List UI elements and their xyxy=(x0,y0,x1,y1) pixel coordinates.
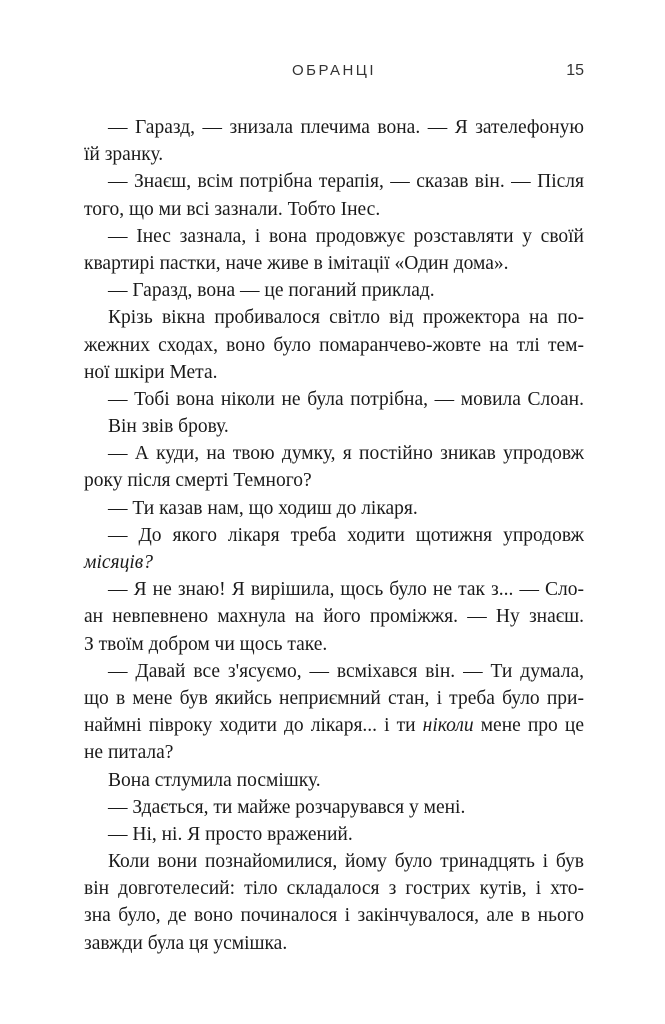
text-line: — Я не знаю! Я вирішила, щось було не так з... — Сло- xyxy=(108,579,584,601)
text-line xyxy=(84,549,584,576)
body-text xyxy=(84,114,584,957)
text-line: року після смерті Темного? xyxy=(84,470,312,492)
text-line: — Ти казав нам, що ходиш до лікаря. xyxy=(108,497,418,519)
text-line: ної шкіри Мета. xyxy=(84,361,218,383)
text-line: зна було, де воно починалося і закінчувалося, але в нього xyxy=(84,905,584,927)
text-line xyxy=(84,712,584,739)
text-line: їй зранку. xyxy=(84,144,164,166)
text-line: він довготелесий: тіло складалося з гострих кутів, і хто- xyxy=(84,878,584,900)
book-title: ОБРАНЦІ xyxy=(291,62,377,79)
text-line: — До якого лікаря треба ходити щотижня упродовж xyxy=(108,524,584,546)
text-line: що в мене був якийсь неприємний стан, і треба було при- xyxy=(84,687,584,709)
text-segment: наймні півроку ходити до лікаря... і ти xyxy=(84,715,423,737)
italic-text: ніколи xyxy=(422,715,474,737)
italic-text: місяців? xyxy=(84,552,153,573)
text-line: — Знаєш, всім потрібна терапія, — сказав він. — Після xyxy=(108,171,584,193)
text-line: — Тобі вона ніколи не була потрібна, — мовила Слоан. xyxy=(108,388,584,410)
running-header xyxy=(84,62,584,84)
text-line: — Інес зазнала, і вона продовжує розставляти у своїй xyxy=(108,225,584,247)
text-line: — Давай все з'ясуємо, — всміхався він. — Ти думала, xyxy=(108,660,584,682)
page-number: 15 xyxy=(566,62,584,79)
text-line: — Ні, ні. Я просто вражений. xyxy=(108,823,353,845)
text-line: — Гаразд, вона — це поганий приклад. xyxy=(108,280,435,302)
text-line: ан невпевнено махнула на його проміжжя. — Ну знаєш. xyxy=(84,606,584,628)
text-line: — Гаразд, — знизала плечима вона. — Я зателефоную xyxy=(108,117,584,138)
text-line: Вона стлумила посмішку. xyxy=(108,769,321,791)
text-segment: мене про це xyxy=(473,715,584,737)
text-line: жежних сходах, воно було помаранчево-жовте на тлі тем- xyxy=(84,334,584,356)
text-line: не питала? xyxy=(84,742,174,764)
text-line: квартирі пастки, наче живе в імітації «Один дома». xyxy=(84,252,509,274)
text-line: Крізь вікна пробивалося світло від прожектора на по- xyxy=(108,307,584,329)
text-line: — Здається, ти майже розчарувався у мені. xyxy=(108,796,466,818)
text-line: Коли вони познайомилися, йому було тринадцять і був xyxy=(108,851,584,873)
text-line: З твоїм добром чи щось таке. xyxy=(84,633,328,655)
text-line: завжди була ця усмішка. xyxy=(84,932,288,954)
text-line: — А куди, на твою думку, я постійно зникав упродовж xyxy=(108,443,584,465)
text-line: того, що ми всі зазнали. Тобто Інес. xyxy=(84,198,381,220)
text-line: Він звів брову. xyxy=(108,416,229,438)
